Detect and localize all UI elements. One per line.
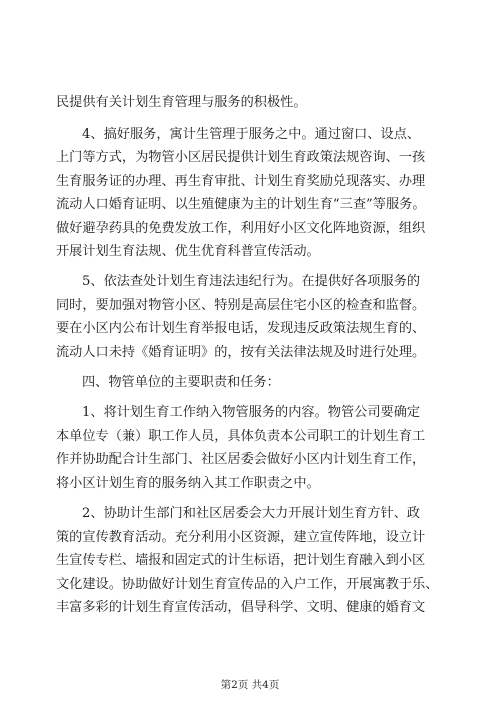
paragraph-line: 5、依法查处计划生育违法违纪行为。在提供好各项服务的 [82,274,421,289]
paragraph-line: 民提供有关计划生育管理与服务的积极性。 [56,95,307,110]
paragraph-line: 同时，要加强对物管小区、特别是高层住宅小区的检查和监督。 [56,298,426,313]
page-number-footer: 第2页 共4页 [220,679,280,691]
section-heading: 四、物管单位的主要职责和任务： [82,375,280,390]
paragraph-line: 策的宣传教育活动。充分利用小区资源，建立宣传阵地，设立计 [56,530,426,545]
paragraph-line: 2、协助计生部门和社区居委会大力开展计划生育方针、政 [82,506,421,521]
paragraph-line: 丰富多彩的计划生育宣传活动，倡导科学、文明、健康的婚育文 [56,600,426,615]
paragraph-line: 上门等方式，为物管小区居民提供计划生育政策法规咨询、一孩 [56,150,426,165]
paragraph-line: 作并协助配合计生部门、社区居委会做好小区内计划生育工作， [56,452,426,467]
paragraph-line: 做好避孕药具的免费发放工作，利用好小区文化阵地资源，组织 [56,221,426,236]
paragraph-line: 开展计划生育法规、优生优育科普宣传活动。 [56,244,320,259]
paragraph-line: 要在小区内公布计划生育举报电话，发现违反政策法规生育的、 [56,321,426,336]
paragraph-line: 流动人口婚育证明、以生殖健康为主的计划生育“三查”等服务。 [56,197,426,212]
paragraph-line: 1、将计划生育工作纳入物管服务的内容。物管公司要确定 [82,405,421,420]
paragraph-line: 将小区计划生育的服务纳入其工作职责之中。 [56,476,320,491]
paragraph-line: 生育服务证的办理、再生育审批、计划生育奖励兑现落实、办理 [56,174,426,189]
paragraph-line: 本单位专（兼）职工作人员，具体负责本公司职工的计划生育工 [56,429,426,444]
paragraph-line: 文化建设。协助做好计划生育宣传品的入户工作，开展寓教于乐、 [56,577,439,592]
paragraph-line: 4、搞好服务，寓计生管理于服务之中。通过窗口、设点、 [82,127,421,142]
paragraph-line: 生宣传专栏、墙报和固定式的计生标语，把计划生育融入到小区 [56,553,426,568]
paragraph-line: 流动人口未持《婚育证明》的，按有关法律法规及时进行处理。 [56,345,426,360]
